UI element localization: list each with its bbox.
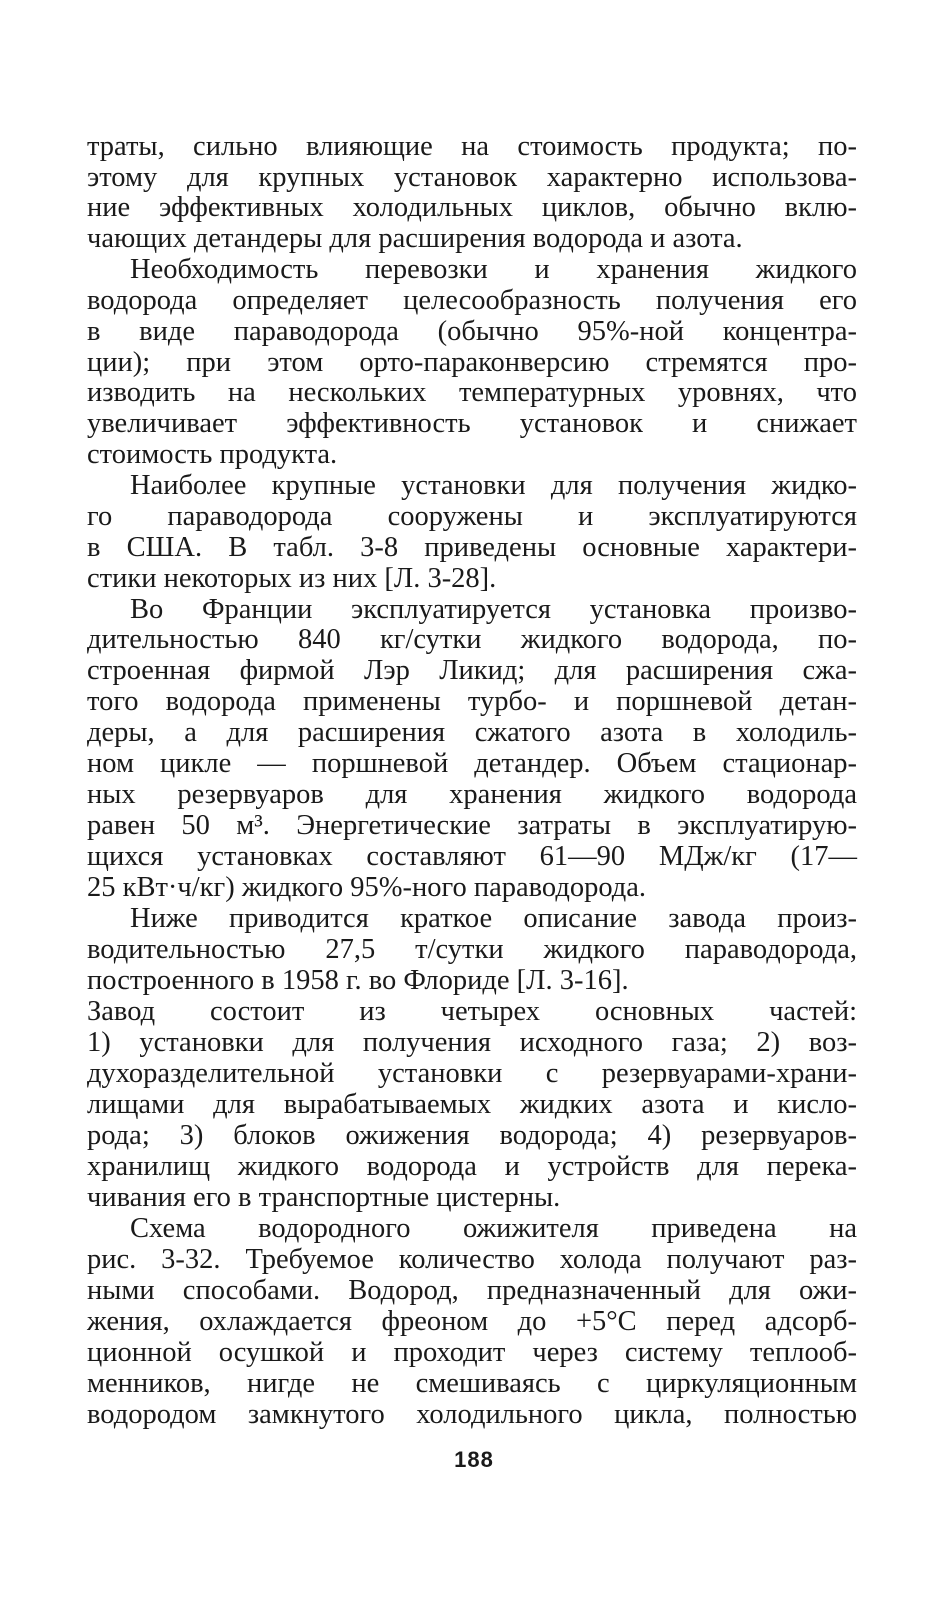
text-line: водительностью 27,5 т/сутки жидкого параводорода, [87, 934, 857, 965]
text-line: Необходимость перевозки и хранения жидкого [130, 254, 857, 285]
text-line: рода; 3) блоков ожижения водорода; 4) резервуаров- [87, 1120, 857, 1151]
text-line: водорода определяет целесообразность получения его [87, 285, 857, 316]
text-line: равен 50 м³. Энергетические затраты в эксплуатирую- [87, 810, 857, 841]
text-line: построенного в 1958 г. во Флориде [Л. 3-16]. [87, 965, 629, 996]
text-line: лищами для вырабатываемых жидких азота и кисло- [87, 1089, 857, 1120]
text-line: щихся установках составляют 61—90 МДж/кг (17— [87, 841, 857, 872]
text-line: увеличивает эффективность установок и снижает [87, 408, 857, 439]
text-line: Во Франции эксплуатируется установка произво- [130, 594, 857, 625]
text-line: 25 кВт·ч/кг) жидкого 95%-ного параводорода. [87, 872, 647, 903]
text-line: рис. 3-32. Требуемое количество холода получают раз- [87, 1244, 857, 1275]
text-line: деры, а для расширения сжатого азота в холодиль- [87, 717, 857, 748]
text-line: ном цикле — поршневой детандер. Объем стационар- [87, 748, 857, 779]
text-line: стики некоторых из них [Л. 3-28]. [87, 563, 497, 594]
text-line: в виде параводорода (обычно 95%-ной концентра- [87, 316, 857, 347]
text-line: чающих детандеры для расширения водорода и азота. [87, 223, 743, 254]
text-line: Схема водородного ожижителя приведена на [130, 1213, 857, 1244]
text-line: ционной осушкой и проходит через систему теплооб- [87, 1337, 857, 1368]
text-line: в США. В табл. 3-8 приведены основные характери- [87, 532, 857, 563]
text-line: дительностью 840 кг/сутки жидкого водорода, по- [87, 624, 857, 655]
text-line: строенная фирмой Лэр Ликид; для расширения сжа- [87, 655, 857, 686]
text-line: Ниже приводится краткое описание завода произ- [130, 903, 857, 934]
text-line: 1) установки для получения исходного газа; 2) воз- [87, 1027, 857, 1058]
text-line: того водорода применены турбо- и поршневой детан- [87, 686, 857, 717]
text-line: ние эффективных холодильных циклов, обычно вклю- [87, 192, 857, 223]
text-line: траты, сильно влияющие на стоимость продукта; по- [87, 131, 857, 162]
text-line: менников, нигде не смешиваясь с циркуляционным [87, 1368, 857, 1399]
text-line: стоимость продукта. [87, 439, 338, 470]
text-line: ных резервуаров для хранения жидкого водорода [87, 779, 857, 810]
text-line: изводить на нескольких температурных уровнях, что [87, 377, 857, 408]
text-line: этому для крупных установок характерно использова- [87, 162, 857, 193]
text-line: водородом замкнутого холодильного цикла, полностью [87, 1399, 857, 1430]
text-line: го параводорода сооружены и эксплуатируются [87, 501, 857, 532]
text-line: ными способами. Водород, предназначенный для ожи- [87, 1275, 857, 1306]
text-line: хранилищ жидкого водорода и устройств для перека- [87, 1151, 857, 1182]
text-line: чивания его в транспортные цистерны. [87, 1182, 561, 1213]
text-line: Наиболее крупные установки для получения жидко- [130, 470, 857, 501]
text-line: жения, охлаждается фреоном до +5°С перед адсорб- [87, 1306, 857, 1337]
text-line: Завод состоит из четырех основных частей: [87, 996, 857, 1027]
text-line: ции); при этом орто-параконверсию стремятся про- [87, 347, 857, 378]
page-number: 188 [454, 1447, 494, 1472]
text-line: духоразделительной установки с резервуарами-храни- [87, 1058, 857, 1089]
